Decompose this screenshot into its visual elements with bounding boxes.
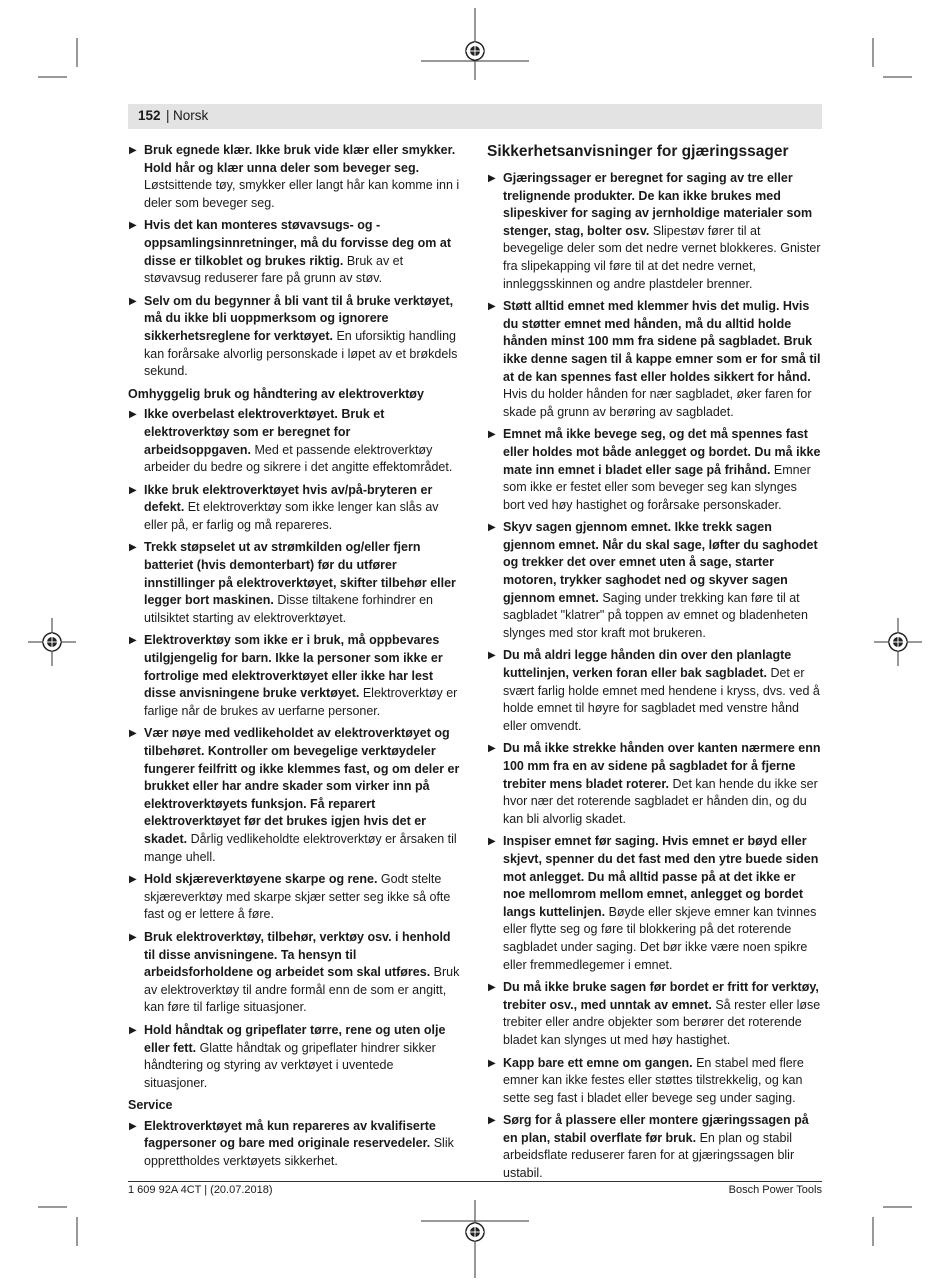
list-item <box>487 426 821 514</box>
item-bold-text: Du må ikke bruke sagen før bordet er fritt for verktøy, trebiter osv., med unntak av emnet. <box>503 980 819 1012</box>
miter-saw-safety-list <box>487 170 821 1183</box>
service-list <box>128 1118 460 1171</box>
list-item <box>487 740 821 828</box>
general-safety-list <box>128 142 460 381</box>
item-body-text: Så rester eller løse trebiter eller andre objekter som berører det roterende bladet kan slynges ut med høy hastighet. <box>503 997 821 1047</box>
header-separator: | <box>166 108 170 123</box>
item-body-text: En uforsiktig handling kan forårsake alvorlig personskade i løpet av et brøkdels sekund. <box>144 328 458 379</box>
footer-brand: Bosch Power Tools <box>728 1184 822 1196</box>
item-bold-text: Vær nøye med vedlikeholdet av elektroverktøyet og tilbehøret. Kontroller om bevegelige verktøydeler fungerer feilfritt og ikke klemmes fast, og om deler er brukket eller har andre skader som virker inn på elektroverktøyets funksjon. Få reparert elektroverktøyet før det brukes igjen hvis det er skadet. <box>144 726 460 846</box>
item-body-text: Dårlig vedlikeholdte elektroverktøy er årsaken til mange uhell. <box>144 831 457 864</box>
item-body-text: En plan og stabil arbeidsflate reduserer faren for at gjæringssagen blir ustabil. <box>503 1130 795 1181</box>
list-item <box>128 1118 460 1171</box>
subheading-service: Service <box>128 1098 173 1113</box>
item-body-text: Det kan hende du ikke ser hvor nær det roterende sagbladet er hånden din, og du kan bli alvorlig skadet. <box>503 776 818 826</box>
item-body-text: Bruk av et støvavsug reduserer fare på grunn av støv. <box>144 253 404 286</box>
item-bold-text: Skyv sagen gjennom emnet. Ikke trekk sagen gjennom emnet. Når du skal sage, løfter du saghodet og trekker det over emnet uten å sage, starter motoren, trykker saghodet ned og skyver sagen gjennom emnet. <box>503 520 818 605</box>
list-item <box>487 170 821 293</box>
list-item <box>487 1055 821 1108</box>
list-item <box>128 632 460 720</box>
item-body-text: Emner som ikke er festet eller som beveger seg kan slynges bort ved høy hastighet og forårsake personskader. <box>503 462 811 512</box>
list-item <box>128 482 460 535</box>
item-bold-text: Bruk elektroverktøy, tilbehør, verktøy osv. i henhold til disse anvisningene. Ta hensyn til arbeidsforholdene og arbeidet som skal utføres. <box>144 929 451 980</box>
item-body-text: Løstsittende tøy, smykker eller langt hår kan komme inn i deler som beveger seg. <box>144 178 460 210</box>
item-body-text: Det er svært farlig holde emnet med hendene i kryss, dvs. ved å holde emnet til høyre for sagbladet med venstre hånd eller omvendt. <box>503 666 820 733</box>
item-bold-text: Bruk egnede klær. Ikke bruk vide klær eller smykker. Hold hår og klær unna deler som beveger seg. <box>144 143 456 175</box>
list-item <box>487 833 821 974</box>
item-body-text: Glatte håndtak og gripeflater hindrer sikker håndtering og styring av verktøyet i uventede situasjoner. <box>144 1040 436 1090</box>
section-title: Sikkerhetsanvisninger for gjæringssager <box>487 143 789 160</box>
language-label: Norsk <box>173 108 209 123</box>
item-bold-text: Inspiser emnet før saging. Hvis emnet er bøyd eller skjevt, spenner du det fast med den ytre buede siden mot anlegget. Du må alltid passe på at det ikke er noe mellomrom mellom emnet, anlegget og bordet langs kuttelinjen. <box>503 834 819 919</box>
list-item <box>128 217 460 287</box>
list-item <box>128 293 460 381</box>
footer-rule <box>128 1181 822 1182</box>
item-bold-text: Støtt alltid emnet med klemmer hvis det mulig. Hvis du støtter emnet med hånden, må du alltid holde hånden minst 100 mm fra sidene på sagbladet. Bruk ikke denne sagen til å kappe emner som er for små til at de kan spennes fast eller holdes sikkert for hånd. <box>503 299 821 384</box>
item-bold-text: Du må ikke strekke hånden over kanten nærmere enn 100 mm fra en av sidene på sagbladet for å fjerne trebiter mens bladet roterer. <box>503 741 821 791</box>
left-column <box>128 142 460 1176</box>
item-body-text: Godt stelte skjæreverktøy med skarpe skjær setter seg ikke så ofte fast og er lettere å føre. <box>144 872 451 922</box>
item-body-text: Disse tiltakene forhindrer en utilsiktet starting av elektroverktøyet. <box>144 593 434 625</box>
item-body-text: Bruk av elektroverktøy til andre formål enn de som er angitt, kan føre til farlige situasjoner. <box>144 965 460 1015</box>
list-item <box>128 539 460 627</box>
list-item <box>487 519 821 642</box>
registration-mark-bottom-icon <box>466 1223 484 1241</box>
item-bold-text: Hold håndtak og gripeflater tørre, rene og uten olje eller fett. <box>144 1022 446 1055</box>
list-item <box>487 647 821 735</box>
item-bold-text: Ikke overbelast elektroverktøyet. Bruk et elektroverktøy som er beregnet for arbeidsoppgaven. <box>144 407 385 457</box>
item-bold-text: Selv om du begynner å bli vant til å bruke verktøyet, må du ikke bli uoppmerksom og ignorere sikkerhetsreglene for verktøyet. <box>144 293 454 343</box>
right-column <box>487 142 821 1188</box>
page-number: 152 <box>138 108 161 123</box>
item-bold-text: Du må aldri legge hånden din over den planlagte kuttelinjen, verken foran eller bak sagbladet. <box>503 648 792 681</box>
item-body-text: Bøyde eller skjeve emner kan tvinnes eller flytte seg og føre til blokkering på det roterende sagbladet under saging. Det bør ikke være noen spikre eller fremmedlegemer i emnet. <box>503 904 817 972</box>
list-item <box>487 979 821 1049</box>
footer-doc-id: 1 609 92A 4CT | (20.07.2018) <box>128 1184 273 1196</box>
item-body-text: Saging under trekking kan føre til at sagbladet "klatrer" på toppen av emnet og bladenheten slynges med stor kraft mot brukeren. <box>503 590 808 640</box>
item-bold-text: Kapp bare ett emne om gangen. <box>503 1055 693 1070</box>
item-body-text: Hvis du holder hånden for nær sagbladet, øker faren for skade på grunn av berøring av sagbladet. <box>503 387 812 419</box>
item-body-text: Slik opprettholdes verktøyets sikkerhet. <box>144 1136 454 1169</box>
item-bold-text: Emnet må ikke bevege seg, og det må spennes fast eller holdes mot både anlegget og bordet. Du må ikke mate inn emnet i bladet eller sage på frihånd. <box>503 427 821 477</box>
item-bold-text: Elektroverktøy som ikke er i bruk, må oppbevares utilgjengelig for barn. Ikke la personer som ikke er fortrolige med elektroverktøyet eller ikke har lest disse anvisningene bruke verktøyet. <box>144 633 443 701</box>
list-item <box>128 406 460 476</box>
list-item <box>128 142 460 212</box>
item-bold-text: Hold skjæreverktøyene skarpe og rene. <box>144 872 378 887</box>
item-bold-text: Trekk støpselet ut av strømkilden og/eller fjern batteriet (hvis demonterbart) før du utfører innstillinger på elektroverktøyet, skifter tilbehør eller legger bort maskinen. <box>144 540 456 608</box>
item-bold-text: Gjæringssager er beregnet for saging av tre eller trelignende produkter. De kan ikke brukes med slipeskiver for saging av jernholdige materialer som stenger, stag, bolter osv. <box>503 171 813 238</box>
tool-use-list <box>128 406 460 1092</box>
list-item <box>487 298 821 421</box>
item-body-text: Et elektroverktøy som ikke lenger kan slås av eller på, er farlig og må repareres. <box>144 500 439 532</box>
item-bold-text: Sørg for å plassere eller montere gjæringssagen på en plan, stabil overflate før bruk. <box>503 1113 809 1145</box>
list-item <box>487 1112 821 1182</box>
item-body-text: En stabel med flere emner kan ikke festes eller støttes tilstrekkelig, og kan sette seg fast i bladet eller bevege seg under saging. <box>503 1055 804 1105</box>
registration-mark-left-icon <box>43 633 61 651</box>
registration-mark-top-icon <box>466 42 484 60</box>
item-body-text: Med et passende elektroverktøy arbeider du bedre og sikrere i det angitte effektområdet. <box>144 442 453 475</box>
item-bold-text: Elektroverktøyet må kun repareres av kvalifiserte fagpersoner og bare med originale reservedeler. <box>144 1118 436 1151</box>
item-body-text: Slipestøv fører til at bevegelige deler som det nedre vernet blokkeres. Gnister fra slipekapping vil føre til at det nedre vernet, innleggsskinnen og andre plastdeler brenner. <box>503 223 821 291</box>
list-item <box>128 871 460 924</box>
page-header <box>128 104 822 129</box>
subheading-tool-use: Omhyggelig bruk og håndtering av elektroverktøy <box>128 386 424 401</box>
registration-mark-right-icon <box>889 633 907 651</box>
list-item <box>128 725 460 866</box>
list-item <box>128 929 460 1017</box>
item-body-text: Elektroverktøy er farlige når de brukes av uerfarne personer. <box>144 686 458 718</box>
list-item <box>128 1022 460 1092</box>
item-bold-text: Ikke bruk elektroverktøyet hvis av/på-bryteren er defekt. <box>144 482 433 515</box>
item-bold-text: Hvis det kan monteres støvavsugs- og -oppsamlingsinnretninger, må du forvisse deg om at disse er tilkoblet og brukes riktig. <box>144 218 452 268</box>
